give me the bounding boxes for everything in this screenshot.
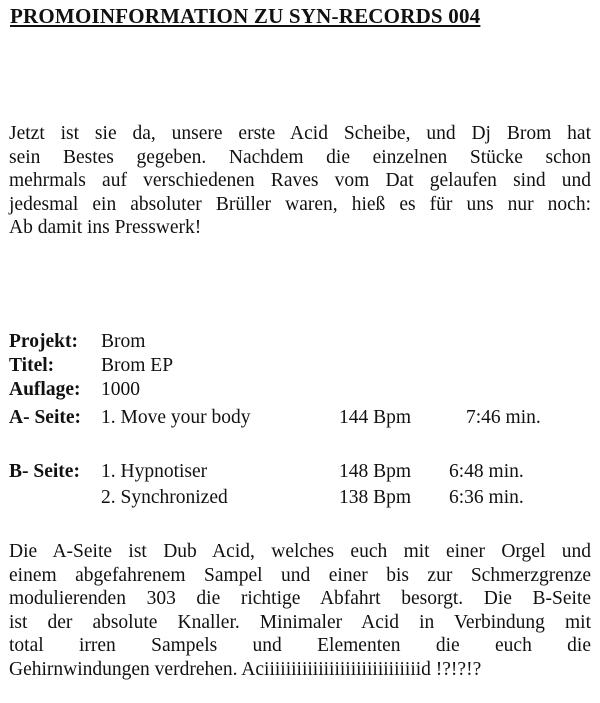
- description-line: Gehirnwindungen verdrehen. Aciiiiiiiiiiiiiiiiiiiiiiiiiiiiid !?!?!?: [9, 658, 482, 680]
- b-side-row: [9, 460, 589, 484]
- description-line: total irren Sampels und Elementen die euch die: [9, 635, 591, 656]
- description-line: ist der absolute Knaller. Minimaler Acid in Verbindung mit: [9, 611, 591, 633]
- titel-label: Titel:: [9, 355, 55, 376]
- track-bpm: 148 Bpm: [339, 461, 412, 482]
- track-bpm: 144 Bpm: [339, 407, 412, 428]
- a-side-row: [9, 406, 589, 430]
- b-side-row-2: [9, 486, 589, 510]
- track-bpm: 138 Bpm: [339, 487, 412, 508]
- intro-line: Jetzt ist sie da, unsere erste Acid Scheibe, und Dj Brom hat: [9, 123, 591, 144]
- projekt-label: Projekt:: [9, 331, 78, 352]
- track-title: 1. Move your body: [101, 407, 251, 428]
- titel-value: Brom EP: [101, 355, 174, 376]
- projekt-row: [9, 330, 589, 354]
- intro-line: mehrmals auf verschiedenen Raves vom Dat gelaufen sind und: [9, 170, 591, 191]
- track-title: 2. Synchronized: [101, 487, 228, 508]
- intro-line: sein Bestes gegeben. Nachdem die einzelnen Stücke schon: [9, 146, 591, 168]
- track-duration: 6:36 min.: [449, 487, 524, 508]
- description-paragraph: [9, 540, 591, 681]
- auflage-value: 1000: [101, 379, 140, 400]
- auflage-label: Auflage:: [9, 379, 81, 400]
- titel-row: [9, 354, 589, 378]
- track-title: 1. Hypnotiser: [101, 461, 208, 482]
- auflage-row: [9, 378, 589, 402]
- description-line: einem abgefahrenem Sampel und einer bis zur Schmerzgrenze: [9, 564, 591, 586]
- b-side-label: B- Seite:: [9, 461, 80, 482]
- intro-line: jedesmal ein absoluter Brüller waren, hieß es für uns nur noch:: [9, 193, 591, 215]
- description-line: modulierenden 303 die richtige Abfahrt besorgt. Die B-Seite: [9, 588, 591, 609]
- description-line: Die A-Seite ist Dub Acid, welches euch mit einer Orgel und: [9, 541, 591, 562]
- intro-paragraph: [9, 122, 591, 240]
- page-title: PROMOINFORMATION ZU SYN-RECORDS 004: [10, 4, 481, 28]
- intro-line: Ab damit ins Presswerk!: [9, 217, 202, 238]
- a-side-label: A- Seite:: [9, 407, 82, 428]
- track-duration: 6:48 min.: [449, 461, 524, 482]
- track-duration: 7:46 min.: [466, 407, 541, 428]
- projekt-value: Brom: [101, 331, 146, 352]
